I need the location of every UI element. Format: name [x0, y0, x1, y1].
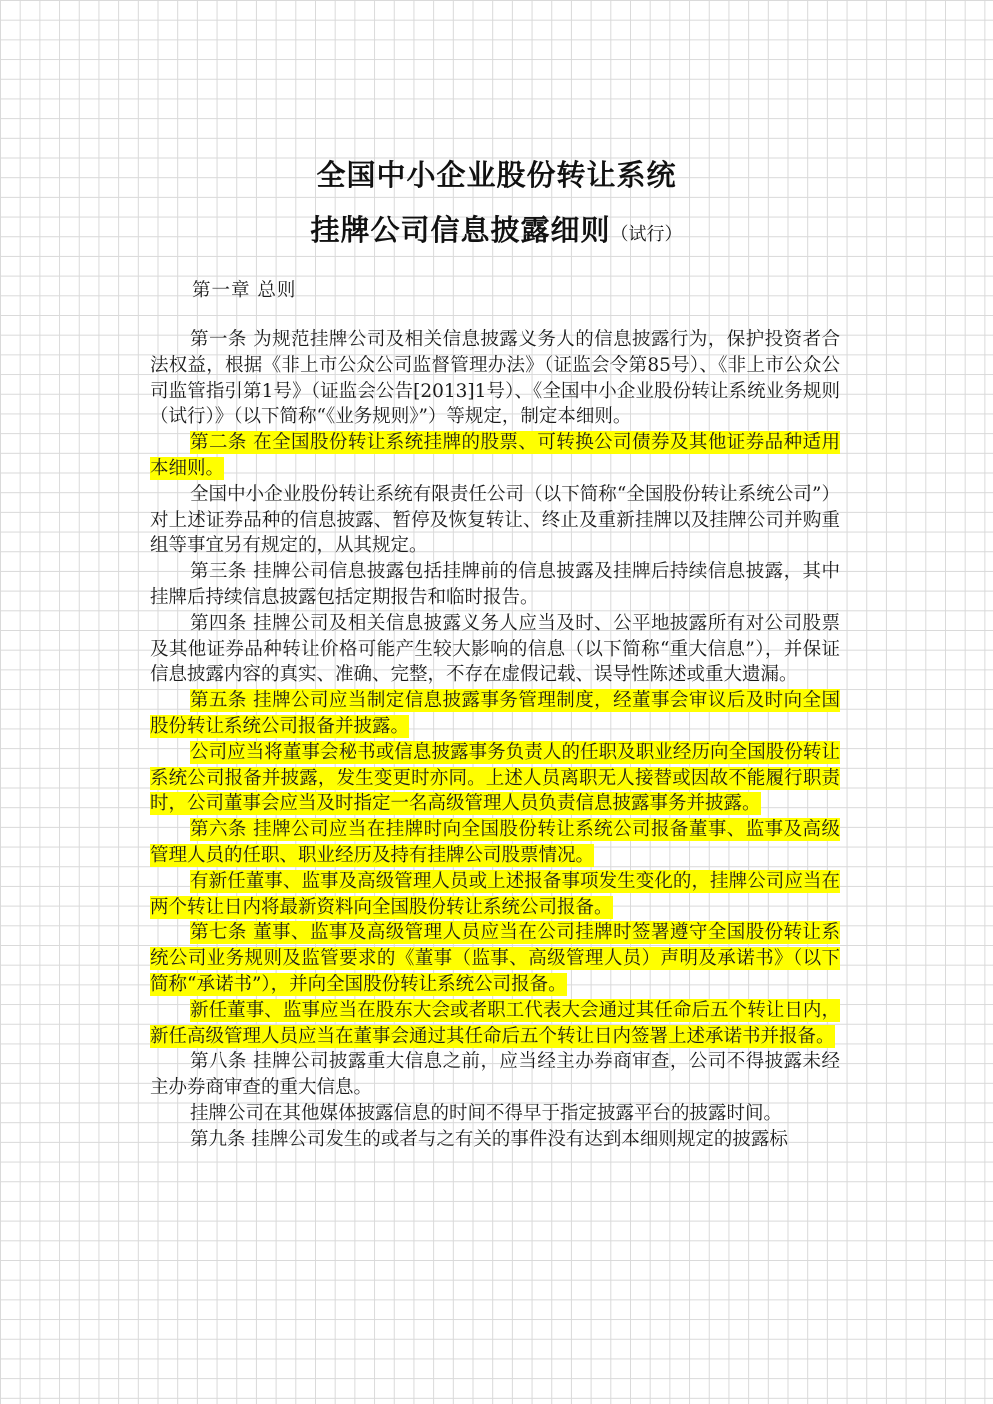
paragraph	[150, 327, 840, 430]
paragraph-text: 第九条 挂牌公司发生的或者与之有关的事件没有达到本细则规定的披露标	[190, 1128, 788, 1150]
paragraph	[150, 559, 840, 611]
paragraph-text: 第一条 为规范挂牌公司及相关信息披露义务人的信息披露行为，保护投资者合法权益，根据《非上市公众公司监督管理办法》（证监会令第85号）、《非上市公众公司监管指引第1号》（证监会公告[2013]1号）、《全国中小企业股份转让系统业务规则（试行）》（以下简称“《业务规则》”）等规定，制定本细则。	[150, 329, 840, 428]
document-title-line1: 全国中小企业股份转让系统	[316, 158, 677, 192]
paragraph	[150, 430, 840, 482]
highlighted-paragraph-text: 第七条 董事、监事及高级管理人员应当在公司挂牌时签署遵守全国股份转让系统公司业务规则及监管要求的《董事（监事、高级管理人员）声明及承诺书》（以下简称“承诺书”），并向全国股份转让系统公司报备。	[150, 922, 840, 995]
document-title-main: 挂牌公司信息披露细则	[310, 213, 611, 247]
document-body	[150, 327, 840, 1153]
paragraph	[150, 1049, 840, 1101]
paragraph	[150, 998, 840, 1050]
paragraph-text: 挂牌公司在其他媒体披露信息的时间不得早于指定披露平台的披露时间。	[190, 1102, 783, 1124]
highlighted-paragraph-text: 公司应当将董事会秘书或信息披露事务负责人的任职及职业经历向全国股份转让系统公司报备并披露，发生变更时亦同。上述人员离职无人接替或因故不能履行职责时，公司董事会应当及时指定一名高级管理人员负责信息披露事务并披露。	[150, 741, 840, 815]
highlighted-paragraph-text: 有新任董事、监事及高级管理人员或上述报备事项发生变化的，挂牌公司应当在两个转让日内将最新资料向全国股份转让系统公司报备。	[150, 870, 840, 918]
highlighted-paragraph-text: 第二条 在全国股份转让系统挂牌的股票、可转换公司债券及其他证券品种适用本细则。	[150, 432, 840, 479]
paragraph-text: 全国中小企业股份转让系统有限责任公司（以下简称“全国股份转让系统公司”）对上述证券品种的信息披露、暂停及恢复转让、终止及重新挂牌以及挂牌公司并购重组等事宜另有规定的，从其规定。	[150, 483, 840, 557]
highlighted-paragraph-text: 第五条 挂牌公司应当制定信息披露事务管理制度，经董事会审议后及时向全国股份转让系统公司报备并披露。	[150, 690, 840, 737]
paragraph-text: 第八条 挂牌公司披露重大信息之前，应当经主办券商审查，公司不得披露未经主办券商审查的重大信息。	[150, 1051, 840, 1099]
paragraph-text: 第四条 挂牌公司及相关信息披露义务人应当及时、公平地披露所有对公司股票及其他证券品种转让价格可能产生较大影响的信息（以下简称“重大信息”），并保证信息披露内容的真实、准确、完整，不存在虚假记载、误导性陈述或重大遗漏。	[150, 612, 840, 686]
highlighted-paragraph-text: 新任董事、监事应当在股东大会或者职工代表大会通过其任命后五个转让日内，新任高级管理人员应当在董事会通过其任命后五个转让日内签署上述承诺书并报备。	[150, 999, 840, 1047]
paragraph	[150, 611, 840, 688]
chapter-heading: 第一章 总则	[192, 280, 297, 301]
paragraph-text: 第三条 挂牌公司信息披露包括挂牌前的信息披露及挂牌后持续信息披露，其中挂牌后持续信息披露包括定期报告和临时报告。	[150, 561, 840, 608]
paragraph	[150, 869, 840, 921]
paragraph	[150, 1127, 840, 1153]
document-title-suffix: （试行）	[610, 224, 683, 245]
paragraph	[150, 740, 840, 817]
paragraph	[150, 1101, 840, 1127]
paragraph	[150, 920, 840, 997]
highlighted-paragraph-text: 第六条 挂牌公司应当在挂牌时向全国股份转让系统公司报备董事、监事及高级管理人员的任职、职业经历及持有挂牌公司股票情况。	[150, 819, 840, 866]
paragraph	[150, 817, 840, 869]
document-title-line2	[0, 208, 993, 249]
paragraph	[150, 482, 840, 559]
paragraph	[150, 688, 840, 740]
